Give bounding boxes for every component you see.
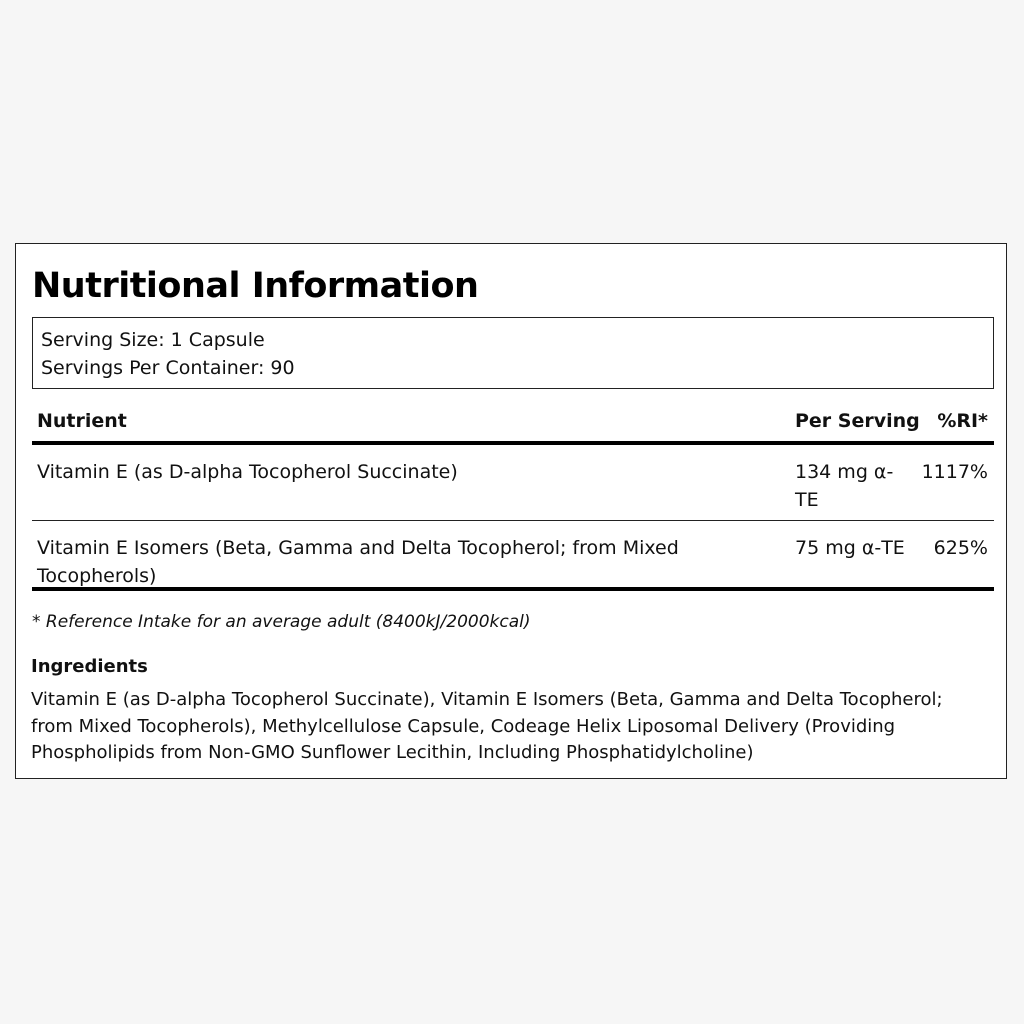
reference-intake-footnote: * Reference Intake for an average adult (8400kJ/2000kcal) — [32, 612, 531, 632]
serving-info-box — [32, 317, 994, 389]
header-ri: %RI* — [937, 410, 988, 432]
ri-value: 1117% — [921, 461, 988, 483]
per-serving-value: 75 mg α-TE — [795, 537, 905, 559]
ingredients-text: Vitamin E (as D-alpha Tocopherol Succinate), Vitamin E Isomers (Beta, Gamma and Delta Tocopherol; from Mixed Tocopherols), Methylcellulose Capsule, Codeage Helix Liposomal Delivery (Providing Phospholipids from Non-GMO Sunflower Lecithin, Including Phosphatidylcholine) — [31, 689, 943, 763]
panel-title: Nutritional Information — [32, 266, 479, 306]
nutrient-table — [32, 402, 994, 591]
nutrient-name: Vitamin E Isomers (Beta, Gamma and Delta Tocopherol; from Mixed Tocopherols) — [37, 537, 679, 587]
table-row — [32, 445, 994, 521]
table-header-row — [32, 402, 994, 445]
nutrition-panel — [15, 243, 1007, 779]
ingredients-heading: Ingredients — [31, 656, 148, 677]
nutrient-name: Vitamin E (as D-alpha Tocopherol Succinate) — [37, 461, 458, 483]
servings-per-container: Servings Per Container: 90 — [41, 357, 295, 379]
per-serving-value: 134 mg α-TE — [795, 461, 894, 511]
serving-size: Serving Size: 1 Capsule — [41, 329, 265, 351]
header-per-serving: Per Serving — [795, 410, 920, 432]
table-row — [32, 521, 994, 591]
ri-value: 625% — [933, 537, 988, 559]
header-nutrient: Nutrient — [37, 410, 127, 432]
